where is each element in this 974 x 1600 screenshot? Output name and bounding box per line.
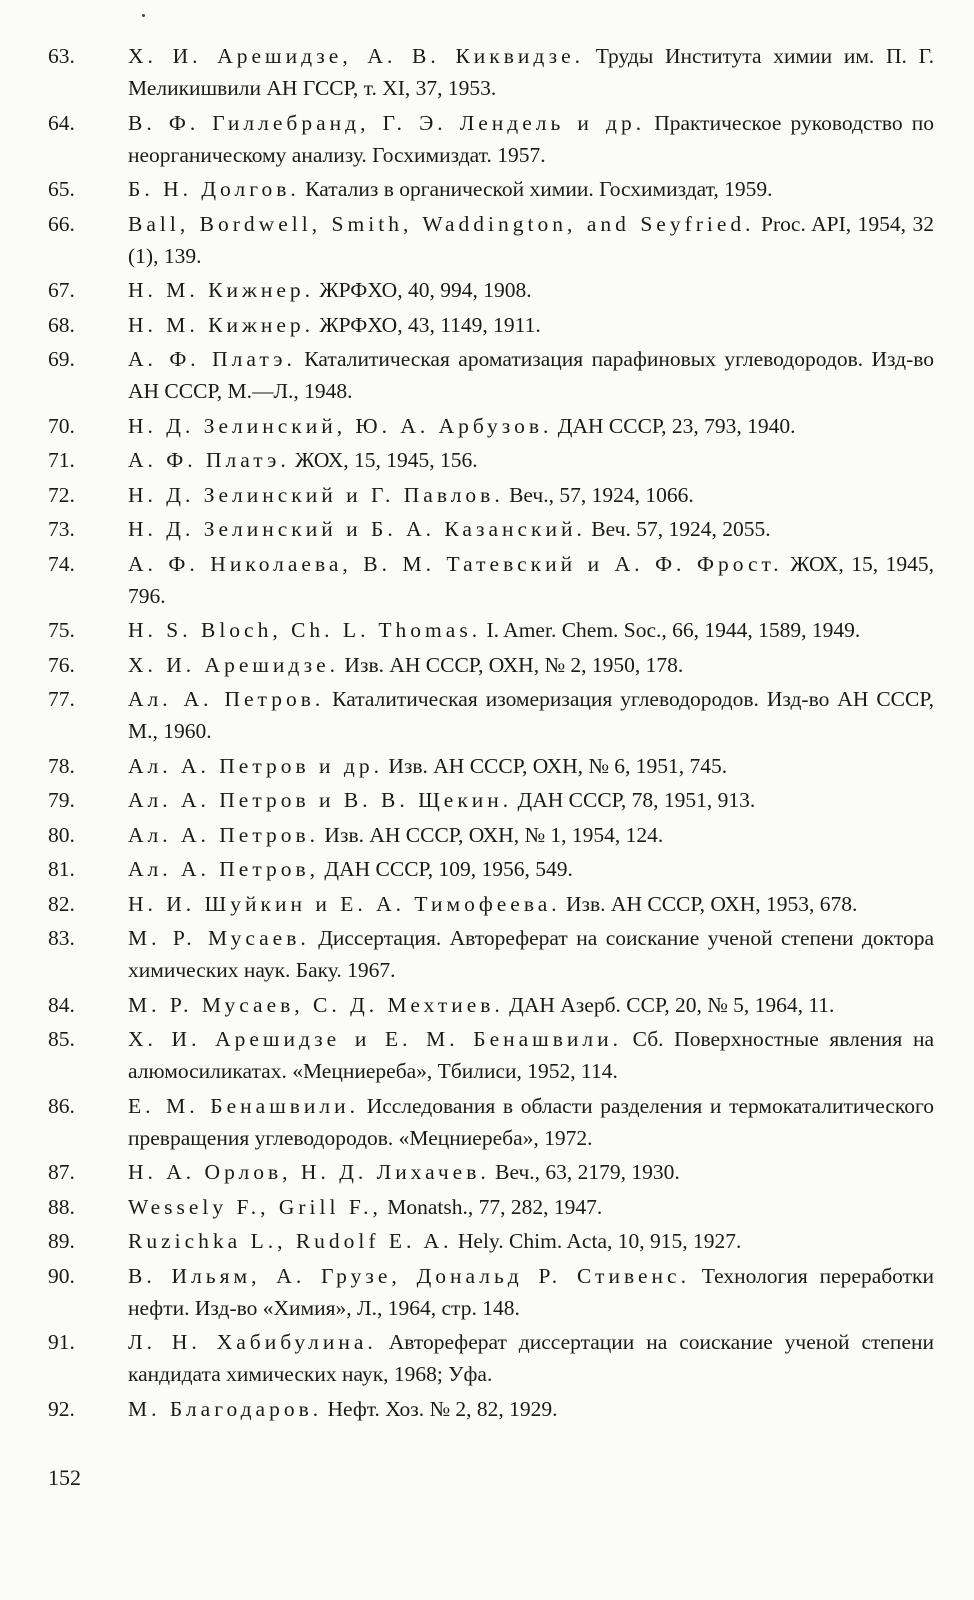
reference-item xyxy=(48,1225,934,1257)
reference-source: Каталитическая изомеризация углеводородов. Изд-во АН СССР, М., 1960. xyxy=(128,687,934,743)
reference-author: Ал. А. Петров и др. xyxy=(128,753,383,778)
reference-text xyxy=(128,444,934,476)
reference-number: 89. xyxy=(48,1229,75,1253)
reference-number: 72. xyxy=(48,482,75,507)
reference-source: I. Amer. Chem. Soc., 66, 1944, 1589, 1949. xyxy=(481,618,861,642)
reference-number: 88. xyxy=(48,1194,75,1219)
reference-source: Изв. АН СССР, ОХН, № 1, 1954, 124. xyxy=(319,822,664,847)
reference-author: Ал. А. Петров, xyxy=(128,857,320,881)
reference-number: 85. xyxy=(48,1027,75,1051)
reference-number: 65. xyxy=(48,177,75,201)
reference-author: В. Ильям, А. Грузе, Дональд Р. Стивенс. xyxy=(128,1263,690,1288)
reference-author: Н. А. Орлов, Н. Д. Лихачев. xyxy=(128,1160,490,1184)
reference-author: Н. М. Кижнер. xyxy=(128,312,315,337)
reference-number: 78. xyxy=(48,753,75,778)
reference-text xyxy=(128,750,934,782)
reference-author: Х. И. Арешидзе, А. В. Киквидзе. xyxy=(128,44,585,68)
reference-source: Автореферат диссертации на соискание ученой степени кандидата химических наук, 1968; Уфа. xyxy=(128,1330,934,1386)
reference-author: Х. И. Арешидзе. xyxy=(128,652,340,677)
reference-item xyxy=(48,444,934,476)
reference-author: А. Ф. Николаева, В. М. Татевский и А. Ф. Фрост. xyxy=(128,551,783,576)
reference-source: Веч., 57, 1924, 1066. xyxy=(503,482,694,507)
reference-source: ЖОХ, 15, 1945, 156. xyxy=(289,448,478,472)
reference-text xyxy=(128,989,934,1021)
reference-item xyxy=(48,309,934,341)
reference-source: Веч., 63, 2179, 1930. xyxy=(489,1160,680,1184)
reference-author: Л. Н. Хабибулина. xyxy=(128,1330,377,1354)
reference-author: Ruzichka L., Rudolf E. A. xyxy=(128,1229,453,1253)
reference-item xyxy=(48,888,934,920)
reference-item xyxy=(48,548,934,612)
reference-number: 73. xyxy=(48,517,75,541)
reference-text xyxy=(128,1156,934,1188)
reference-number: 68. xyxy=(48,312,75,337)
reference-number: 83. xyxy=(48,926,75,950)
reference-author: Ал. А. Петров и В. В. Щекин. xyxy=(128,788,513,812)
reference-source: ДАН Азерб. ССР, 20, № 5, 1964, 11. xyxy=(503,992,835,1017)
reference-source: Изв. АН СССР, ОХН, 1953, 678. xyxy=(560,891,858,916)
reference-number: 66. xyxy=(48,211,75,236)
reference-item xyxy=(48,683,934,747)
reference-number: 67. xyxy=(48,278,75,302)
reference-number: 84. xyxy=(48,992,75,1017)
reference-source: Изв. АН СССР, ОХН, № 6, 1951, 745. xyxy=(382,753,728,778)
reference-source: Proc. API, 1954, 32 (1), 139. xyxy=(128,211,934,268)
reference-item xyxy=(48,819,934,851)
reference-item xyxy=(48,173,934,205)
reference-source: Нефт. Хоз. № 2, 82, 1929. xyxy=(322,1396,558,1421)
reference-item xyxy=(48,649,934,681)
page-number: 152 xyxy=(48,1465,81,1490)
reference-item xyxy=(48,513,934,545)
reference-author: Wessely F., Grill F., xyxy=(128,1194,382,1219)
reference-source: Monatsh., 77, 282, 1947. xyxy=(381,1194,603,1219)
reference-number: 90. xyxy=(48,1263,75,1288)
reference-text xyxy=(128,548,934,612)
reference-item xyxy=(48,1393,934,1425)
reference-text xyxy=(128,1023,934,1087)
reference-text xyxy=(128,479,934,511)
reference-number: 91. xyxy=(48,1330,75,1354)
reference-source: ЖРФХО, 43, 1149, 1911. xyxy=(314,312,541,337)
reference-list xyxy=(48,40,934,1427)
reference-number: 76. xyxy=(48,652,75,677)
reference-text xyxy=(128,1191,934,1223)
reference-text xyxy=(128,614,934,646)
reference-source: Изв. АН СССР, ОХН, № 2, 1950, 178. xyxy=(339,652,684,677)
reference-text xyxy=(128,410,934,442)
reference-text xyxy=(128,1393,934,1425)
reference-item xyxy=(48,1191,934,1223)
reference-number: 79. xyxy=(48,788,75,812)
reference-source: Веч. 57, 1924, 2055. xyxy=(585,517,771,541)
reference-item xyxy=(48,410,934,442)
reference-author: М. Р. Мусаев. xyxy=(128,926,310,950)
reference-number: 81. xyxy=(48,857,75,881)
reference-source: Hely. Chim. Acta, 10, 915, 1927. xyxy=(452,1229,742,1253)
reference-item xyxy=(48,208,934,272)
reference-item xyxy=(48,274,934,306)
reference-text xyxy=(128,107,934,171)
reference-author: Н. Д. Зелинский и Б. А. Казанский. xyxy=(128,517,586,541)
reference-author: В. Ф. Гиллебранд, Г. Э. Лендель и др. xyxy=(128,110,646,135)
reference-text xyxy=(128,784,934,816)
reference-number: 69. xyxy=(48,347,75,371)
reference-number: 82. xyxy=(48,891,75,916)
reference-item xyxy=(48,853,934,885)
reference-text xyxy=(128,1225,934,1257)
reference-source: ЖОХ, 15, 1945, 796. xyxy=(128,551,934,608)
reference-number: 63. xyxy=(48,44,75,68)
reference-number: 87. xyxy=(48,1160,75,1184)
reference-text xyxy=(128,649,934,681)
reference-text xyxy=(128,208,934,272)
reference-author: Н. Д. Зелинский и Г. Павлов. xyxy=(128,482,504,507)
reference-number: 80. xyxy=(48,822,75,847)
reference-source: ЖРФХО, 40, 994, 1908. xyxy=(314,278,532,302)
reference-text xyxy=(128,922,934,986)
reference-source: Труды Института химии им. П. Г. Меликишвили АН ГССР, т. XI, 37, 1953. xyxy=(128,44,934,100)
reference-author: М. Р. Мусаев, С. Д. Мехтиев. xyxy=(128,992,504,1017)
reference-author: Н. Д. Зелинский, Ю. А. Арбузов. xyxy=(128,413,553,438)
reference-item xyxy=(48,750,934,782)
reference-text xyxy=(128,274,934,306)
reference-author: Н. М. Кижнер. xyxy=(128,278,315,302)
reference-author: Ball, Bordwell, Smith, Waddington, and Seyfried. xyxy=(128,211,755,236)
reference-source: ДАН СССР, 109, 1956, 549. xyxy=(319,857,573,881)
reference-item xyxy=(48,40,934,104)
reference-text xyxy=(128,513,934,545)
reference-number: 75. xyxy=(48,618,75,642)
reference-source: Катализ в органической химии. Госхимиздат, 1959. xyxy=(299,177,773,201)
reference-number: 71. xyxy=(48,448,75,472)
reference-source: Исследования в области разделения и термокаталитического превращения углеводородов. «Мецниереба», 1972. xyxy=(128,1093,934,1150)
reference-item xyxy=(48,989,934,1021)
reference-source: ДАН СССР, 78, 1951, 913. xyxy=(512,788,756,812)
reference-number: 86. xyxy=(48,1093,75,1118)
reference-author: H. S. Bloch, Ch. L. Thomas. xyxy=(128,618,482,642)
reference-item xyxy=(48,107,934,171)
reference-text xyxy=(128,1326,934,1390)
reference-text xyxy=(128,343,934,407)
reference-item xyxy=(48,1260,934,1324)
reference-source: Технология переработки нефти. Изд-во «Химия», Л., 1964, стр. 148. xyxy=(128,1263,934,1320)
reference-number: 64. xyxy=(48,110,75,135)
reference-item xyxy=(48,1156,934,1188)
reference-number: 74. xyxy=(48,551,75,576)
reference-author: Ал. А. Петров. xyxy=(128,822,320,847)
reference-source: Сб. Поверхностные явления на алюмосиликатах. «Мецниереба», Тбилиси, 1952, 114. xyxy=(128,1027,935,1083)
reference-author: Н. И. Шуйкин и Е. А. Тимофеева. xyxy=(128,891,561,916)
reference-author: Б. Н. Долгов. xyxy=(128,177,300,201)
reference-item xyxy=(48,1326,934,1390)
reference-text xyxy=(128,819,934,851)
reference-text xyxy=(128,1090,934,1154)
reference-text xyxy=(128,40,934,104)
reference-item xyxy=(48,1023,934,1087)
reference-item xyxy=(48,1090,934,1154)
reference-author: Х. И. Арешидзе и Е. М. Бенашвили. xyxy=(128,1027,622,1051)
reference-item xyxy=(48,343,934,407)
reference-source: Практическое руководство по неорганическому анализу. Госхимиздат. 1957. xyxy=(128,110,934,167)
reference-number: 77. xyxy=(48,687,75,711)
reference-source: Диссертация. Автореферат на соискание ученой степени доктора химических наук. Баку. 1967. xyxy=(128,926,934,982)
reference-author: Е. М. Бенашвили. xyxy=(128,1093,360,1118)
reference-number: 70. xyxy=(48,413,75,438)
print-speck xyxy=(142,14,145,17)
reference-author: А. Ф. Платэ. xyxy=(128,448,290,472)
reference-source: Каталитическая ароматизация парафиновых углеводородов. Изд-во АН СССР, М.—Л., 1948. xyxy=(128,347,934,403)
reference-item xyxy=(48,614,934,646)
reference-text xyxy=(128,853,934,885)
reference-author: Ал. А. Петров. xyxy=(128,687,325,711)
reference-item xyxy=(48,479,934,511)
reference-item xyxy=(48,784,934,816)
reference-item xyxy=(48,922,934,986)
reference-text xyxy=(128,309,934,341)
reference-number: 92. xyxy=(48,1396,75,1421)
reference-author: А. Ф. Платэ. xyxy=(128,347,296,371)
reference-source: ДАН СССР, 23, 793, 1940. xyxy=(552,413,796,438)
reference-text xyxy=(128,888,934,920)
reference-text xyxy=(128,173,934,205)
reference-text xyxy=(128,683,934,747)
reference-text xyxy=(128,1260,934,1324)
reference-author: М. Благодаров. xyxy=(128,1396,323,1421)
